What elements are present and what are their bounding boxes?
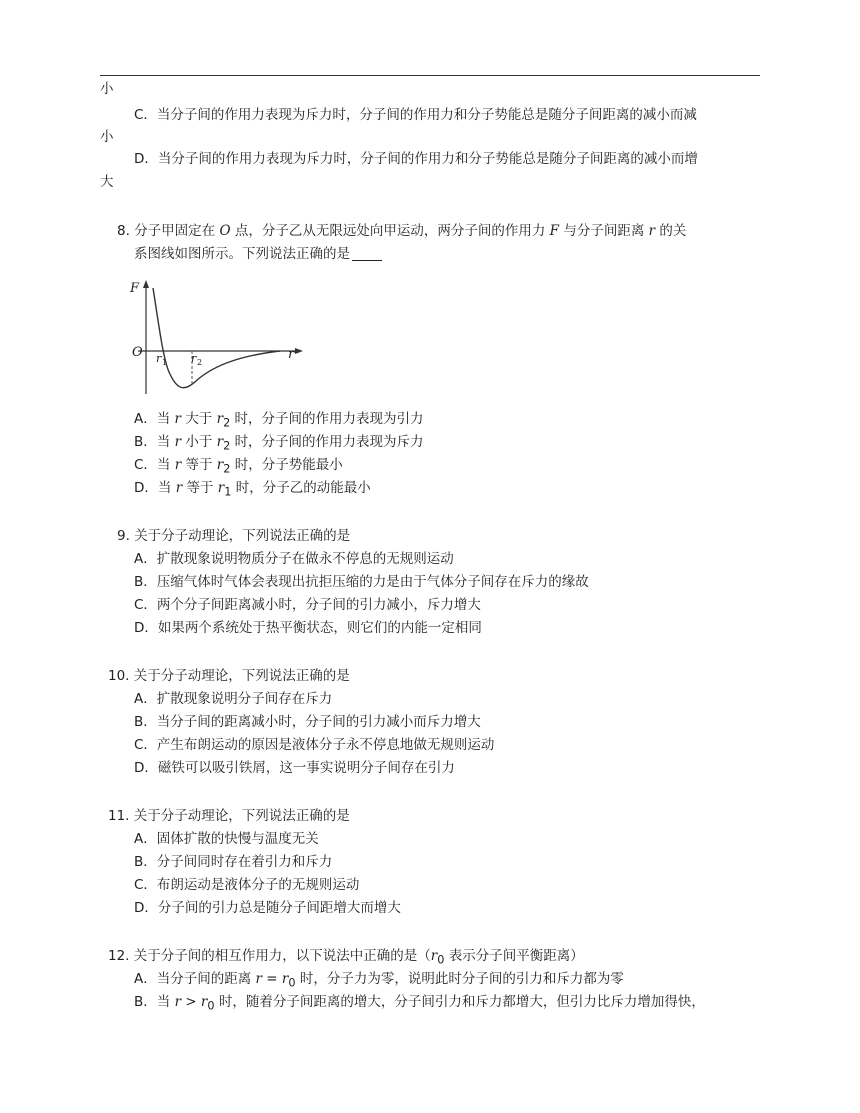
question-9-option-b: B．压缩气体时气体会表现出抗拒压缩的力是由于气体分子间存在斥力的缘故 — [134, 574, 589, 590]
r1-subscript: 1 — [162, 358, 168, 367]
x-axis-label: r — [288, 347, 295, 362]
y-axis-label: F — [130, 281, 140, 296]
question-12-option-b: B．当 $r > r_0$ 时，随着分子间距离的增大，分子间引力和斥力都增大，但引力比斥力增加得快， — [134, 994, 705, 1013]
question-9-option-d: D．如果两个系统处于热平衡状态，则它们的内能一定相同 — [134, 620, 482, 636]
question-11-option-c: C．布朗运动是液体分子的无规则运动 — [134, 877, 360, 893]
question-11-stem: 11. 关于分子动理论，下列说法正确的是 — [108, 808, 350, 824]
question-12-stem: 12. 关于分子间的相互作用力，以下说法中正确的是（$r_0$ 表示分子间平衡距离） — [108, 948, 584, 967]
question-8-stem: 8. 分子甲固定在 O 点，分子乙从无限远处向甲运动，两分子间的作用力 F 与分子间距离 r 的关 — [117, 223, 687, 239]
question-8-option-b: B．当 r 小于 $r_2$ 时，分子间的作用力表现为斥力 — [134, 434, 424, 453]
question-8-option-d: D．当 r 等于 $r_1$ 时，分子乙的动能最小 — [134, 480, 371, 499]
question-10-option-d: D．磁铁可以吸引铁屑，这一事实说明分子间存在引力 — [134, 760, 455, 776]
question-number: 11. — [108, 808, 130, 824]
question-11-option-b: B．分子间同时存在着引力和斥力 — [134, 854, 333, 870]
question-10-option-c: C．产生布朗运动的原因是液体分子永不停息地做无规则运动 — [134, 737, 495, 753]
question-number: 12. — [108, 948, 130, 964]
question-number: 9. — [117, 528, 130, 544]
question-10-stem: 10. 关于分子动理论，下列说法正确的是 — [108, 668, 350, 684]
option-d-tail: 大 — [100, 174, 114, 190]
option-c-tail: 小 — [100, 129, 114, 145]
y-axis-arrow — [143, 280, 149, 288]
origin-label: O — [132, 345, 143, 360]
question-8-option-c: C．当 r 等于 $r_2$ 时，分子势能最小 — [134, 457, 343, 476]
answer-blank — [352, 246, 382, 261]
question-number: 10. — [108, 668, 130, 684]
question-12-option-a: A．当分子间的距离 $r = r_0$ 时，分子力为零，说明此时分子间的引力和斥力都为零 — [134, 971, 624, 990]
force-curve — [153, 288, 280, 388]
question-9-option-c: C．两个分子间距离减小时，分子间的引力减小，斥力增大 — [134, 597, 481, 613]
question-11-option-a: A．固体扩散的快慢与温度无关 — [134, 831, 319, 847]
question-8-option-a: A．当 r 大于 $r_2$ 时，分子间的作用力表现为引力 — [134, 411, 424, 430]
question-10-option-b: B．当分子间的距离减小时，分子间的引力减小而斥力增大 — [134, 714, 481, 730]
question-8-stem-line2: 系图线如图所示。下列说法正确的是 — [134, 245, 382, 263]
question-9-stem: 9. 关于分子动理论，下列说法正确的是 — [117, 528, 351, 544]
option-c-text: C．当分子间的作用力表现为斥力时，分子间的作用力和分子势能总是随分子间距离的减小而减 — [134, 107, 697, 123]
r1-label: r — [156, 352, 162, 365]
question-9-option-a: A．扩散现象说明物质分子在做永不停息的无规则运动 — [134, 551, 454, 567]
option-d-text: D．当分子间的作用力表现为斥力时，分子间的作用力和分子势能总是随分子间距离的减小而增 — [134, 151, 698, 167]
r2-subscript: 2 — [197, 358, 203, 367]
x-axis-arrow — [295, 348, 303, 354]
prev-option-tail: 小 — [100, 81, 114, 97]
question-11-option-d: D．分子间的引力总是随分子间距增大而增大 — [134, 900, 401, 916]
header-rule — [100, 75, 760, 76]
question-number: 8. — [117, 223, 130, 239]
r2-label: r — [191, 352, 197, 365]
force-distance-graph — [128, 278, 308, 400]
question-10-option-a: A．扩散现象说明分子间存在斥力 — [134, 691, 333, 707]
